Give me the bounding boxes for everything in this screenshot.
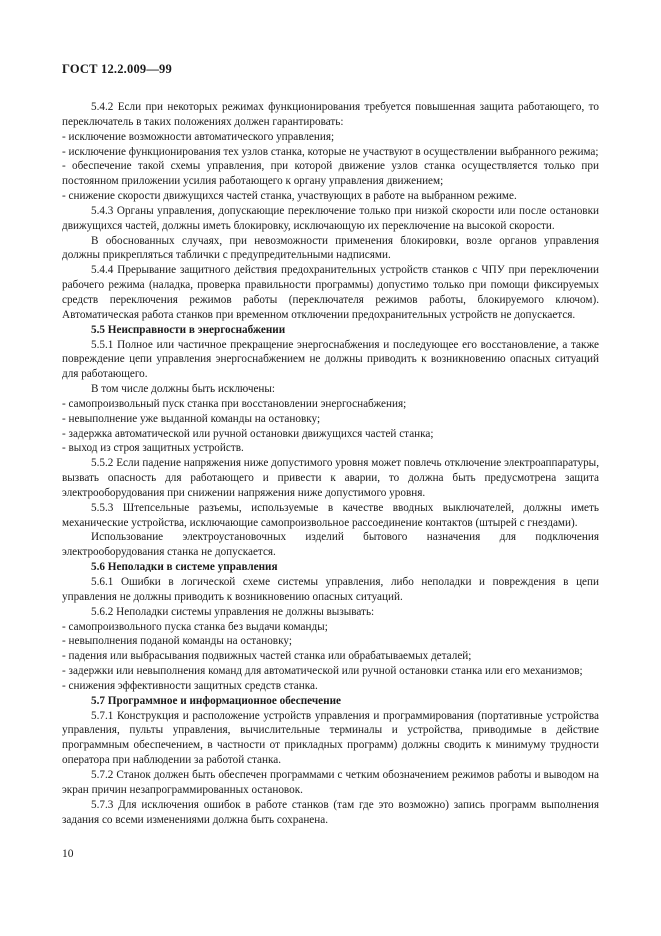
list-item: - задержка автоматической или ручной остановки движущихся частей станка; xyxy=(62,427,434,440)
paragraph: 5.4.4 Прерывание защитного действия предохранительных устройств станков с ЧПУ при переключении рабочего режима (наладка, проверка правильности программы) допустимо только при помощи фиксируемых средств переключения режимов работы (переключателя режимов работы, блокируемого ключом). Автоматическая работа станков при временном отключении предохранительных устройств не допускается. xyxy=(62,264,599,321)
paragraph: В том числе должны быть исключены: xyxy=(91,383,276,396)
paragraph: 5.5.2 Если падение напряжения ниже допустимого уровня может повлечь отключение электроаппаратуры, вызвать опасность для работающего и привести к аварии, то должна быть предусмотрена защита электрооборудования при снижении напряжения ниже допустимого уровня. xyxy=(62,457,599,499)
paragraph: 5.4.3 Органы управления, допускающие переключение только при низкой скорости или после остановки движущихся частей, должны иметь блокировку, исключающую их переключение на высокой скорости. xyxy=(62,204,599,232)
list-item: - самопроизвольный пуск станка при восстановлении энергоснабжения; xyxy=(62,397,407,410)
document-header: ГОСТ 12.2.009—99 xyxy=(62,62,172,76)
page-number: 10 xyxy=(62,848,74,860)
section-heading: 5.5 Неисправности в энергоснабжении xyxy=(91,323,286,336)
list-item: - невыполнение уже выданной команды на остановку; xyxy=(62,412,321,425)
section-heading: 5.6 Неполадки в системе управления xyxy=(91,561,278,574)
list-item: - задержки или невыполнения команд для автоматической или ручной остановки станка или его механизмов; xyxy=(62,665,583,678)
paragraph: 5.7.1 Конструкция и расположение устройств управления и программирования (портативные устройства управления, пульты управления, вычислительные терминалы и устройства, приводимые в действие программным обеспечением, в частности от прикладных программ) должны сводить к минимуму трудности оператора при наблюдении за работой станка. xyxy=(62,709,599,767)
section-heading: 5.7 Программное и информационное обеспечение xyxy=(91,694,342,707)
paragraph: В обоснованных случаях, при невозможности применения блокировки, возле органов управления должны прикрепляться таблички с предупредительными надписями. xyxy=(62,234,599,262)
paragraph: 5.7.2 Станок должен быть обеспечен программами с четким обозначением режимов работы и выводом на экран причин незапрограммированных остановок. xyxy=(62,768,599,796)
list-item: - самопроизвольного пуска станка без выдачи команды; xyxy=(62,620,328,633)
list-item: - снижение скорости движущихся частей станка, участвующих в работе на выбранном режиме. xyxy=(62,190,517,203)
paragraph: 5.5.3 Штепсельные разъемы, используемые в качестве вводных выключателей, должны иметь механические устройства, исключающие самопроизвольное рассоединение контактов (штырей с гнездами). xyxy=(62,501,599,529)
list-item: - падения или выбрасывания подвижных частей станка или обрабатываемых деталей; xyxy=(62,650,472,663)
paragraph: 5.4.2 Если при некоторых режимах функционирования требуется повышенная защита работающего, то переключатель в таких положениях должен гарантировать: xyxy=(62,101,599,128)
document-body xyxy=(62,100,599,827)
list-item: - исключение возможности автоматического управления; xyxy=(62,130,335,143)
list-item: - обеспечение такой схемы управления, при которой движение узлов станка осуществляется только при постоянном приложении усилия работающего к органу управления движением; xyxy=(62,160,599,188)
paragraph: Использование электроустановочных изделий бытового назначения для подключения электрооборудования станка не допускается. xyxy=(62,531,599,559)
paragraph: 5.6.1 Ошибки в логической схеме системы управления, либо неполадки и повреждения в цепи управления не должны приводить к возникновению опасных ситуаций. xyxy=(62,576,599,603)
paragraph: 5.7.3 Для исключения ошибок в работе станков (там где это возможно) запись программ выполнения задания со всеми изменениями должна быть сохранена. xyxy=(62,798,599,826)
paragraph: 5.5.1 Полное или частичное прекращение энергоснабжения и последующее его восстановление, а также повреждение цепи управления энергоснабжением не должны приводить к возникновению опасных ситуаций для работающего. xyxy=(62,338,599,381)
paragraph: 5.6.2 Неполадки системы управления не должны вызывать: xyxy=(91,605,375,618)
list-item: - невыполнения поданой команды на остановку; xyxy=(62,635,292,648)
list-item: - выход из строя защитных устройств. xyxy=(62,442,244,455)
list-item: - исключение функционирования тех узлов станка, которые не участвуют в осуществлении выбранного режима; xyxy=(62,145,599,158)
list-item: - снижения эффективности защитных средств станка. xyxy=(62,679,318,692)
